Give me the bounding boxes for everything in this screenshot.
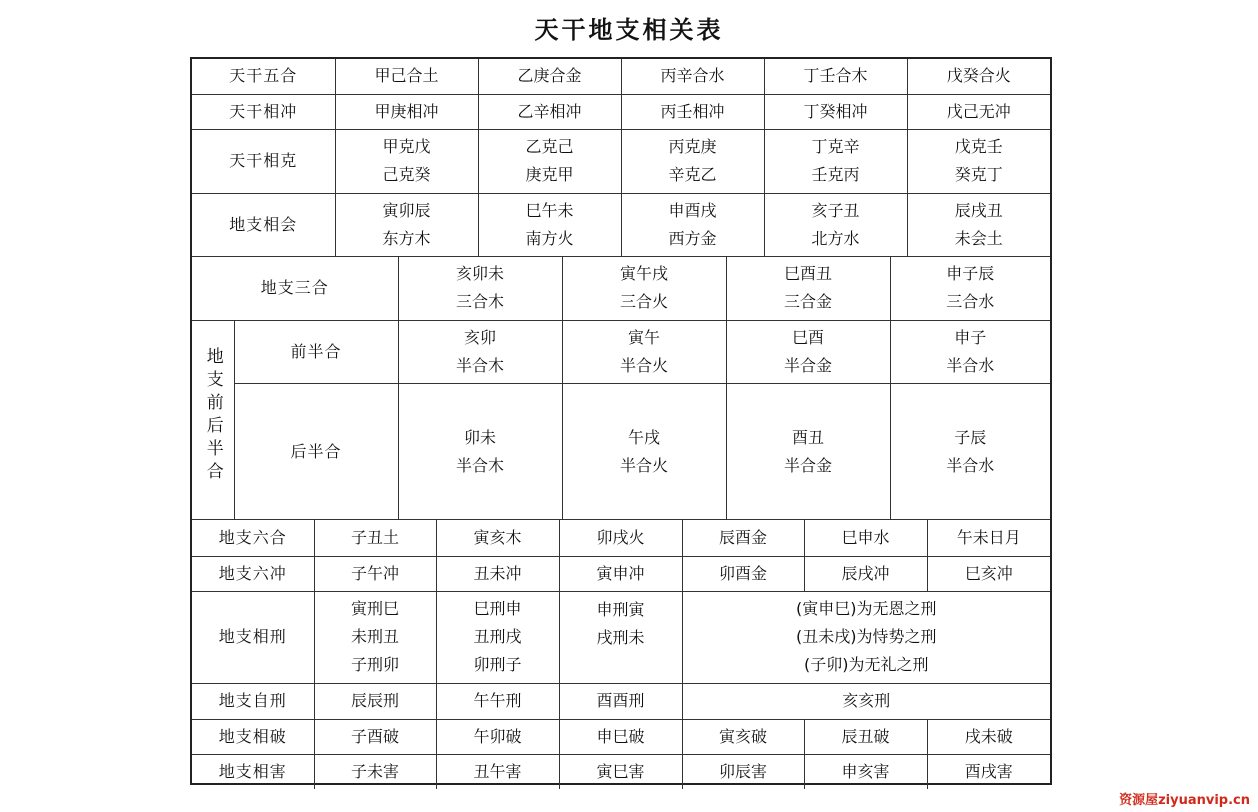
row-label: 地支六合 xyxy=(192,520,314,556)
cell: 辰戌丑 未会土 xyxy=(907,193,1050,256)
cell: 巳酉丑 三合金 xyxy=(726,257,890,321)
row-po xyxy=(192,719,1050,754)
cell: 丁癸相冲 xyxy=(764,94,907,129)
cell: 辰辰刑 xyxy=(314,683,436,719)
cell: 申酉戌 西方金 xyxy=(621,193,764,256)
cell: 申刑寅 戌刑未 xyxy=(559,591,682,683)
cell: 寅午 半合火 xyxy=(562,321,726,384)
cell: 午卯破 xyxy=(436,719,559,754)
row-sanhe xyxy=(192,257,1050,321)
cell: 戊克壬 癸克丁 xyxy=(907,129,1050,193)
row-label: 后半合 xyxy=(234,384,398,520)
cell: 丁克辛 壬克丙 xyxy=(764,129,907,193)
cell: 午午刑 xyxy=(436,683,559,719)
row-label: 天干五合 xyxy=(192,59,335,94)
row-label: 地支相会 xyxy=(192,193,335,256)
cell: 亥子丑 北方水 xyxy=(764,193,907,256)
cell: 酉酉刑 xyxy=(559,683,682,719)
cell: 卯戌火 xyxy=(559,520,682,556)
cell: 丙克庚 辛克乙 xyxy=(621,129,764,193)
cell: 戊癸合火 xyxy=(907,59,1050,94)
row-hui xyxy=(192,193,1050,256)
row-label: 地支三合 xyxy=(192,257,398,321)
cell: 乙庚合金 xyxy=(478,59,621,94)
branches-table xyxy=(192,520,1050,789)
cell: 午未日月 xyxy=(927,520,1050,556)
cell: 卯酉金 xyxy=(682,556,804,591)
row-label: 地支相刑 xyxy=(192,591,314,683)
cell: 乙辛相冲 xyxy=(478,94,621,129)
cell: 申子 半合水 xyxy=(890,321,1050,384)
watermark: 资源屋ziyuanvip.cn xyxy=(1119,793,1250,808)
cell: 丑未冲 xyxy=(436,556,559,591)
cell: 子辰 半合水 xyxy=(890,384,1050,520)
cell: 寅巳害 xyxy=(559,754,682,789)
cell: 申子辰 三合水 xyxy=(890,257,1050,321)
cell: 巳亥冲 xyxy=(927,556,1050,591)
banhe-group-label: 地支前后半合 xyxy=(192,321,234,520)
cell: 亥亥刑 xyxy=(682,683,1050,719)
row-xing xyxy=(192,591,1050,683)
row-label: 前半合 xyxy=(234,321,398,384)
row-label: 地支自刑 xyxy=(192,683,314,719)
cell: 甲庚相冲 xyxy=(335,94,478,129)
cell: 辰丑破 xyxy=(804,719,927,754)
cell: 戌未破 xyxy=(927,719,1050,754)
cell: 子未害 xyxy=(314,754,436,789)
row-ke xyxy=(192,129,1050,193)
cell: 甲己合土 xyxy=(335,59,478,94)
page-title: 天干地支相关表 xyxy=(534,16,724,44)
cell: 寅刑巳 未刑丑 子刑卯 xyxy=(314,591,436,683)
cell: 甲克戊 己克癸 xyxy=(335,129,478,193)
row-label: 地支相害 xyxy=(192,754,314,789)
row-label: 地支六冲 xyxy=(192,556,314,591)
row-wuhe xyxy=(192,59,1050,94)
cell: 辰戌冲 xyxy=(804,556,927,591)
cell: 辰酉金 xyxy=(682,520,804,556)
row-label: 天干相克 xyxy=(192,129,335,193)
cell: 丙辛合水 xyxy=(621,59,764,94)
row-front-banhe xyxy=(192,321,1050,384)
cell: 子午冲 xyxy=(314,556,436,591)
cell: 戊己无冲 xyxy=(907,94,1050,129)
row-label: 天干相冲 xyxy=(192,94,335,129)
cell: 丙壬相冲 xyxy=(621,94,764,129)
xing-notes: (寅申巳)为无恩之刑 (丑未戌)为恃势之刑 (子卯)为无礼之刑 xyxy=(682,591,1050,683)
row-label: 地支相破 xyxy=(192,719,314,754)
row-hai xyxy=(192,754,1050,789)
cell: 亥卯 半合木 xyxy=(398,321,562,384)
row-chong xyxy=(192,94,1050,129)
row-back-banhe xyxy=(192,384,1050,520)
cell: 寅午戌 三合火 xyxy=(562,257,726,321)
cell: 乙克己 庚克甲 xyxy=(478,129,621,193)
row-zixing xyxy=(192,683,1050,719)
relations-table xyxy=(190,57,1052,785)
cell: 寅申冲 xyxy=(559,556,682,591)
stems-table xyxy=(192,59,1050,257)
cell: 子丑土 xyxy=(314,520,436,556)
cell: 卯未 半合木 xyxy=(398,384,562,520)
cell: 酉戌害 xyxy=(927,754,1050,789)
cell: 巳刑申 丑刑戌 卯刑子 xyxy=(436,591,559,683)
sanhe-table xyxy=(192,257,1050,521)
cell: 丑午害 xyxy=(436,754,559,789)
cell: 申亥害 xyxy=(804,754,927,789)
row-liuhe xyxy=(192,520,1050,556)
cell: 亥卯未 三合木 xyxy=(398,257,562,321)
cell: 巳申水 xyxy=(804,520,927,556)
cell: 巳酉 半合金 xyxy=(726,321,890,384)
cell: 午戌 半合火 xyxy=(562,384,726,520)
cell: 申巳破 xyxy=(559,719,682,754)
cell: 巳午未 南方火 xyxy=(478,193,621,256)
cell: 子酉破 xyxy=(314,719,436,754)
cell: 酉丑 半合金 xyxy=(726,384,890,520)
cell: 丁壬合木 xyxy=(764,59,907,94)
cell: 寅亥破 xyxy=(682,719,804,754)
cell: 寅卯辰 东方木 xyxy=(335,193,478,256)
cell: 卯辰害 xyxy=(682,754,804,789)
cell: 寅亥木 xyxy=(436,520,559,556)
row-liuchong xyxy=(192,556,1050,591)
